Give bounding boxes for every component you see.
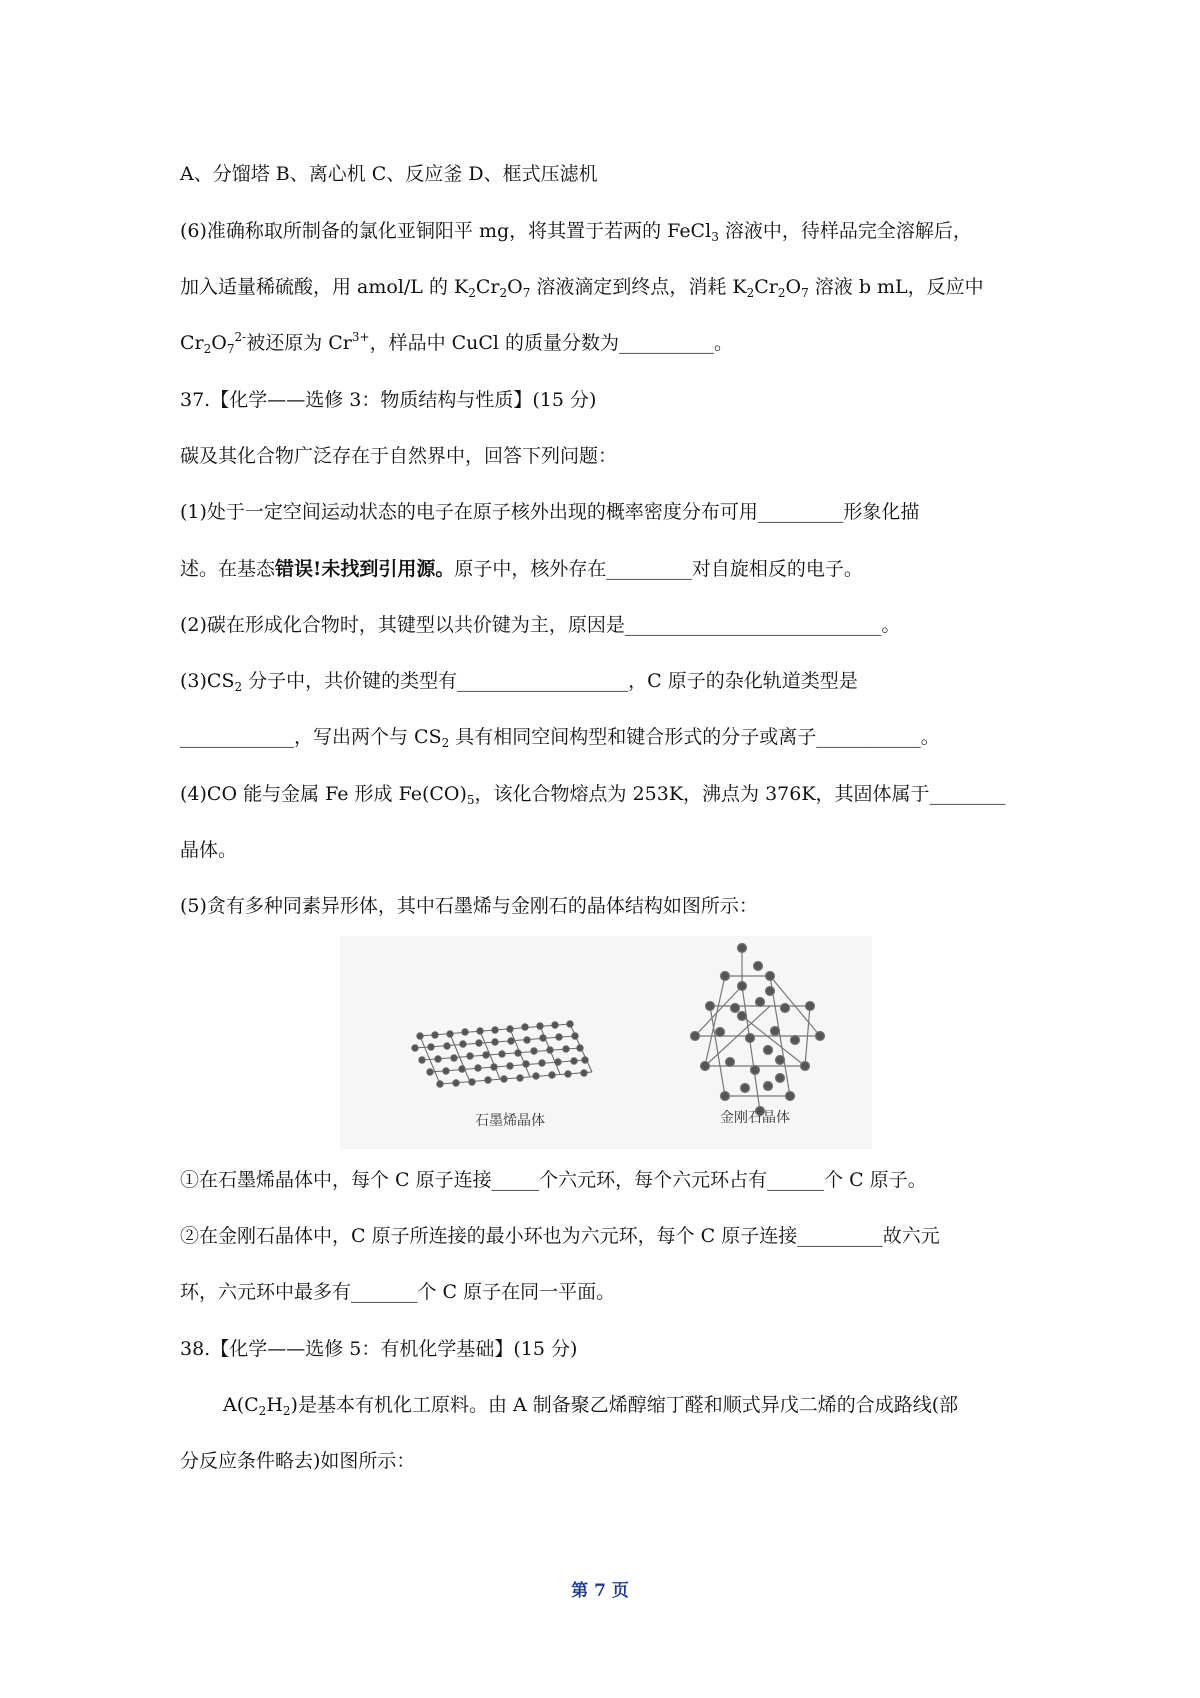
q6-subscript: 7 xyxy=(522,286,531,300)
q37-p3-text: 具有相同空间构型和键合形式的分子或离子___________。 xyxy=(449,726,940,748)
diamond-lattice-diagram xyxy=(691,944,825,1116)
q37-p4-line-2: 晶体。 xyxy=(180,839,238,861)
q6-superscript: 3+ xyxy=(351,330,370,344)
q38-subscript: 2 xyxy=(282,1404,291,1418)
q38-text: )是基本有机化工原料。由 A 制备聚乙烯醇缩丁醛和顺式异戊二烯的合成路线(部 xyxy=(290,1394,959,1416)
q37-p1-text: 述。在基态 xyxy=(180,558,276,580)
q6-subscript: 7 xyxy=(801,286,809,300)
q37-p5-2-line-2: 环，六元环中最多有_______个 C 原子在同一平面。 xyxy=(180,1281,616,1303)
q37-p1-line-1: (1)处于一定空间运动状态的电子在原子核外出现的概率密度分布可用_________形象化描 xyxy=(180,501,920,523)
q37-p4-text: ，该化合物熔点为 253K，沸点为 376K，其固体属于________ xyxy=(474,783,1006,805)
q6-text: 溶液滴定到终点，消耗 K xyxy=(530,276,747,298)
q37-p2: (2)碳在形成化合物时，其键型以共价键为主，原因是___________________________。 xyxy=(180,614,901,636)
q6-subscript: 2 xyxy=(777,286,786,300)
q37-p3-subscript: 2 xyxy=(441,736,450,750)
q6-text: Cr xyxy=(180,332,204,354)
q37-p5-1: ①在石墨烯晶体中，每个 C 原子连接_____个六元环，每个六元环占有______个 C 原子。 xyxy=(180,1169,927,1191)
diamond-label: 金刚石晶体 xyxy=(720,1110,790,1126)
q37-intro: 碳及其化合物广泛存在于自然界中，回答下列问题： xyxy=(180,445,618,467)
q6-text: O xyxy=(507,276,523,298)
q6-text: (6)准确称取所制备的氯化亚铜阳平 mg，将其置于若两的 FeCl xyxy=(180,220,712,242)
q6-text: Cr xyxy=(754,276,778,298)
q37-p3-line-1 xyxy=(180,667,1030,695)
q37-p3-text: ____________，写出两个与 CS xyxy=(180,726,442,748)
q6-subscript: 3 xyxy=(711,230,719,244)
q6-subscript: 2 xyxy=(468,286,476,300)
q37-p4-line-1 xyxy=(180,780,1030,808)
q6-text: ，样品中 CuCl 的质量分数为__________。 xyxy=(369,332,734,354)
q37-p3-subscript: 2 xyxy=(234,680,243,694)
q37-p3-text: (3)CS xyxy=(180,670,235,692)
graphene-lattice-diagram xyxy=(412,1021,592,1087)
q6-text: 被还原为 Cr xyxy=(246,332,352,354)
q6-text: O xyxy=(211,332,227,354)
q6-text: 溶液中，待样品完全溶解后， xyxy=(718,220,972,242)
q37-p5-2-line-1: ②在金刚石晶体中，C 原子所连接的最小环也为六元环，每个 C 原子连接_________故六元 xyxy=(180,1225,940,1247)
q37-p5: (5)贪有多种同素异形体，其中石墨烯与金刚石的晶体结构如图所示： xyxy=(180,895,758,917)
q37-p1-line-2 xyxy=(180,555,1030,583)
q6-line-1 xyxy=(180,217,1030,245)
q6-subscript: 7 xyxy=(226,342,235,356)
q6-subscript: 2 xyxy=(499,286,508,300)
page-number: 第 7 页 xyxy=(571,1581,629,1601)
q6-line-2 xyxy=(180,273,1030,301)
q38-subscript: 2 xyxy=(258,1404,267,1418)
q37-p1-text: 原子中，核外存在_________对自旋相反的电子。 xyxy=(454,558,863,580)
q38-text: H xyxy=(266,1394,283,1416)
q38-title: 38.【化学——选修 5：有机化学基础】(15 分) xyxy=(180,1338,578,1360)
q37-p4-text: (4)CO 能与金属 Fe 形成 Fe(CO) xyxy=(180,783,467,805)
q37-p3-text: 分子中，共价键的类型有__________________，C 原子的杂化轨道类型是 xyxy=(242,670,858,692)
q6-subscript: 2 xyxy=(203,342,212,356)
q6-subscript: 2 xyxy=(746,286,755,300)
q38-text: A(C xyxy=(223,1394,259,1416)
crystal-structure-figure xyxy=(340,936,872,1149)
graphene-label: 石墨烯晶体 xyxy=(475,1113,545,1129)
q37-p3-line-2 xyxy=(180,723,1030,751)
q6-text: O xyxy=(785,276,802,298)
q37-p4-subscript: 5 xyxy=(466,793,475,807)
q37-p1-error-text: 错误!未找到引用源。 xyxy=(275,558,455,580)
q5-options: A、分馏塔 B、离心机 C、反应釜 D、框式压滤机 xyxy=(180,163,598,185)
q6-line-3 xyxy=(180,329,1030,357)
q38-line-2: 分反应条件略去)如图所示： xyxy=(180,1450,416,1472)
q6-text: Cr xyxy=(475,276,500,298)
q6-superscript: 2- xyxy=(234,330,247,344)
q38-line-1 xyxy=(223,1391,1073,1419)
q6-text: 加入适量稀硫酸，用 amol/L 的 K xyxy=(180,276,469,298)
q37-title: 37.【化学——选修 3：物质结构与性质】(15 分) xyxy=(180,389,597,411)
q6-text: 溶液 b mL，反应中 xyxy=(808,276,984,298)
